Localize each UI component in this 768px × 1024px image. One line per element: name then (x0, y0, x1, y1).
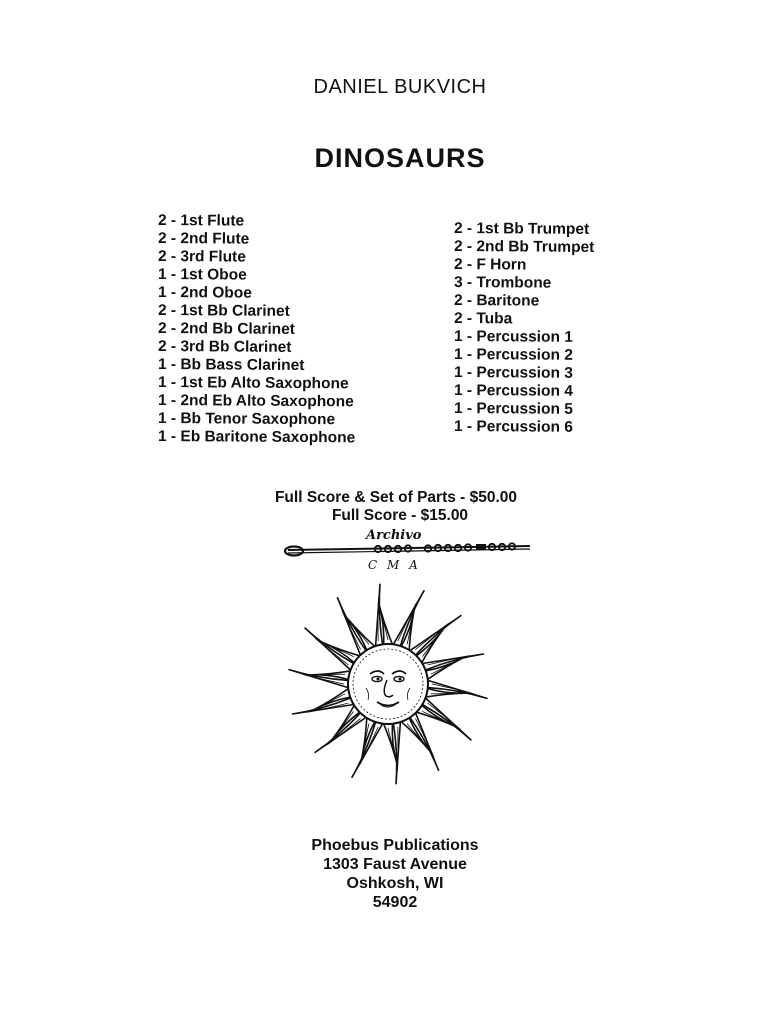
instrument-line: 1 - Eb Baritone Saxophone (157, 428, 356, 447)
archivo-logo-text: Archivo (366, 528, 422, 543)
instrument-line: 2 - 3rd Bb Clarinet (157, 338, 292, 356)
instrument-line: 2 - Baritone (453, 292, 540, 310)
price-full-set: Full Score & Set of Parts - $50.00 (274, 489, 518, 506)
archivo-cma-logo (280, 528, 532, 576)
instrument-line: 1 - Percussion 1 (453, 328, 573, 346)
publisher-address (0, 836, 768, 912)
instrument-line: 2 - 2nd Bb Trumpet (453, 238, 595, 256)
publisher-street: 1303 Faust Avenue (323, 856, 467, 873)
cma-logo-text: C M A (368, 558, 421, 572)
sun-ray (410, 616, 461, 656)
publisher-zip: 54902 (372, 894, 418, 911)
instrument-line: 2 - 2nd Bb Clarinet (157, 320, 295, 338)
instrument-line: 1 - 2nd Eb Alto Saxophone (157, 392, 354, 411)
instrument-line: 2 - 1st Flute (157, 212, 245, 230)
instrumentation-list-woodwinds (158, 212, 355, 446)
instrument-line: 2 - 1st Bb Trumpet (453, 220, 590, 238)
instrument-line: 3 - Trombone (453, 274, 552, 292)
piece-title: DINOSAURS (314, 143, 486, 173)
instrument-line: 1 - 1st Eb Alto Saxophone (157, 374, 349, 393)
instrument-line: 1 - Bb Bass Clarinet (157, 356, 305, 375)
sun-ray-vein (428, 656, 470, 665)
sun-ray (410, 713, 439, 770)
publisher-city: Oshkosh, WI (346, 875, 444, 892)
instrument-line: 2 - 2nd Flute (157, 230, 250, 248)
instrument-line: 1 - Bb Tenor Saxophone (157, 410, 336, 429)
instrument-line: 2 - 1st Bb Clarinet (157, 302, 290, 320)
instrument-line: 2 - F Horn (453, 256, 527, 274)
instrument-line: 1 - Percussion 6 (453, 418, 573, 436)
sun-face-icon (280, 580, 496, 788)
instrument-line: 1 - 1st Oboe (157, 266, 247, 284)
instrument-line: 1 - Percussion 2 (453, 346, 573, 364)
instrument-line: 2 - Tuba (453, 310, 513, 328)
sun-ray (338, 598, 367, 655)
instrument-line: 2 - 3rd Flute (157, 248, 246, 266)
publisher-name: Phoebus Publications (311, 837, 479, 854)
sun-ray-vein (307, 703, 349, 712)
instrument-line: 1 - Percussion 5 (453, 400, 573, 418)
sun-ray (315, 713, 366, 753)
instrumentation-list-brass-percussion (454, 220, 594, 436)
instrument-line: 1 - Percussion 4 (453, 382, 573, 400)
instrument-line: 1 - 2nd Oboe (157, 284, 252, 302)
instrument-line: 1 - Percussion 3 (453, 364, 573, 382)
price-score-only: Full Score - $15.00 (331, 507, 469, 524)
composer-name: DANIEL BUKVICH (313, 76, 487, 98)
